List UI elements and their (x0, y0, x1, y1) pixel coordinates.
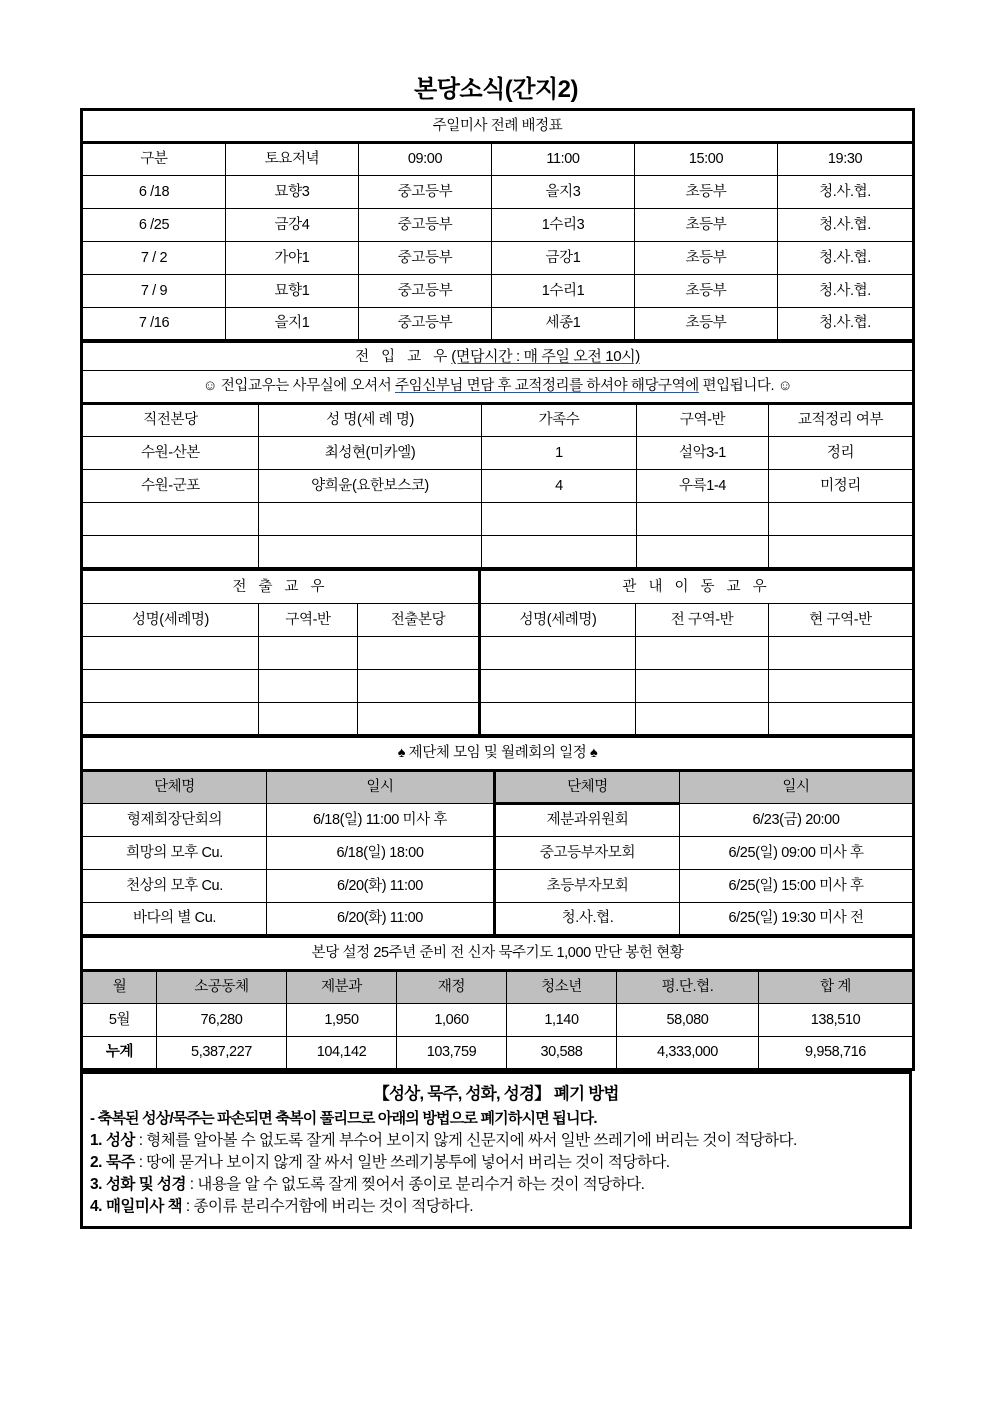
mass-1100-cell: 을지3 (492, 176, 635, 209)
mass-schedule-table (80, 108, 915, 342)
tr-header-cell: 현 구역-반 (769, 604, 914, 637)
mass-0900-cell: 중고등부 (359, 242, 492, 275)
table-row (82, 503, 914, 536)
disposal-instructions-box (80, 1071, 912, 1229)
nm-family-count-cell (482, 536, 637, 569)
nm-family-count-cell: 1 (482, 437, 637, 470)
mass-1500-cell: 초등부 (635, 209, 778, 242)
mass-header-cell: 09:00 (359, 143, 492, 176)
tr-out-district-cell (259, 637, 358, 670)
org-datetime-cell: 6/23(금) 20:00 (680, 804, 914, 837)
nm-name-cell: 양희윤(요한보스코) (259, 470, 482, 503)
new-members-band-row (82, 343, 914, 371)
tr-out-parish-cell (358, 670, 480, 703)
tr-out-district-cell (259, 670, 358, 703)
mass-0900-cell: 중고등부 (359, 308, 492, 341)
mass-sat-cell: 묘향3 (226, 176, 359, 209)
nm-district-cell (637, 503, 769, 536)
table-row (82, 903, 914, 936)
mass-sat-cell: 가야1 (226, 242, 359, 275)
nm-district-cell: 설악3-1 (637, 437, 769, 470)
disposal-item-body: : 형체를 알아볼 수 없도록 잘게 부수어 보이지 않게 신문지에 싸서 일반 쓰레기에 버리는 것이 적당하다. (134, 1132, 797, 1149)
notice-underlined-text: 주임신부님 면담 후 교적정리를 하셔야 해당구역에 (394, 378, 699, 395)
new-members-band-title (82, 343, 914, 371)
org-meetings-band-title: ♠ 제단체 모임 및 월례회의 일정 ♠ (82, 738, 914, 771)
tr-int-name-cell (480, 637, 636, 670)
table-row (82, 837, 914, 870)
mass-1100-cell: 금강1 (492, 242, 635, 275)
nm-header-cell: 직전본당 (82, 404, 259, 437)
org-name-cell: 제분과위원회 (495, 804, 680, 837)
mass-1500-cell: 초등부 (635, 242, 778, 275)
tr-out-district-cell (259, 703, 358, 736)
org-header-cell: 단체명 (82, 771, 267, 804)
transfers-internal-title-text: 관 내 이 동 교 우 (622, 578, 771, 595)
disposal-item-body: : 내용을 알 수 없도록 잘게 찢어서 종이로 분리수거 하는 것이 적당하다. (185, 1176, 645, 1193)
mass-1500-cell: 초등부 (635, 176, 778, 209)
org-header-cell: 일시 (680, 771, 914, 804)
mass-sat-cell: 묘향1 (226, 275, 359, 308)
table-row (82, 470, 914, 503)
nm-name-cell (259, 503, 482, 536)
off-header-cell: 평.단.협. (617, 971, 759, 1004)
new-members-notice (82, 371, 914, 404)
table-row (82, 870, 914, 903)
nm-family-count-cell: 4 (482, 470, 637, 503)
off-total-cell: 138,510 (759, 1004, 914, 1037)
tr-int-prev-cell (636, 637, 769, 670)
mass-date-cell: 7 / 2 (82, 242, 226, 275)
table-row (82, 437, 914, 470)
mass-date-cell: 7 /16 (82, 308, 226, 341)
table-row (82, 804, 914, 837)
table-row (82, 1037, 914, 1070)
offering-band-title: 본당 설정 25주년 준비 전 신자 묵주기도 1,000 만단 봉헌 현황 (82, 938, 914, 971)
mass-1930-cell: 청.사.협. (778, 242, 914, 275)
tr-int-name-cell (480, 703, 636, 736)
mass-schedule-band-title: 주일미사 전례 배정표 (82, 110, 914, 143)
nm-status-cell (769, 503, 914, 536)
offering-band-row (82, 938, 914, 971)
org-datetime-cell: 6/20(화) 11:00 (267, 870, 495, 903)
org-datetime-cell: 6/25(일) 09:00 미사 후 (680, 837, 914, 870)
off-value-cell: 1,950 (287, 1004, 397, 1037)
page-title: 본당소식(간지2) (414, 76, 578, 103)
new-members-notice-row (82, 371, 914, 404)
nm-prev-parish-cell: 수원-군포 (82, 470, 259, 503)
org-datetime-cell: 6/18(일) 18:00 (267, 837, 495, 870)
mass-sat-cell: 금강4 (226, 209, 359, 242)
off-value-cell: 5,387,227 (157, 1037, 287, 1070)
nm-header-cell: 구역-반 (637, 404, 769, 437)
mass-header-cell: 15:00 (635, 143, 778, 176)
nm-status-cell: 정리 (769, 437, 914, 470)
disposal-item-text (106, 1174, 902, 1196)
mass-header-cell: 토요저녁 (226, 143, 359, 176)
off-value-cell: 30,588 (507, 1037, 617, 1070)
nm-district-cell: 우륵1-4 (637, 470, 769, 503)
off-value-cell: 76,280 (157, 1004, 287, 1037)
mass-schedule-band-row (82, 110, 914, 143)
mass-sat-cell: 을지1 (226, 308, 359, 341)
new-members-table (80, 342, 915, 570)
notice-pre-text: ☺ 전입교우는 사무실에 오셔서 (202, 378, 395, 395)
tr-int-prev-cell (636, 670, 769, 703)
mass-header-cell: 구분 (82, 143, 226, 176)
disposal-item-number: 4. (90, 1198, 102, 1215)
transfers-internal-title (480, 571, 914, 604)
table-row (82, 536, 914, 569)
disposal-item-text (106, 1130, 902, 1152)
mass-0900-cell: 중고등부 (359, 209, 492, 242)
table-row (82, 275, 914, 308)
tr-int-curr-cell (769, 670, 914, 703)
org-datetime-cell: 6/25(일) 15:00 미사 후 (680, 870, 914, 903)
mass-header-cell: 19:30 (778, 143, 914, 176)
mass-1930-cell: 청.사.협. (778, 209, 914, 242)
disposal-item-body: : 종이류 분리수거함에 버리는 것이 적당하다. (182, 1198, 474, 1215)
transfers-out-title (82, 571, 480, 604)
table-row (82, 670, 914, 703)
nm-prev-parish-cell (82, 503, 259, 536)
mass-1930-cell: 청.사.협. (778, 275, 914, 308)
org-datetime-cell: 6/25(일) 19:30 미사 전 (680, 903, 914, 936)
disposal-item (90, 1196, 902, 1218)
disposal-item-key: 매일미사 책 (105, 1198, 183, 1215)
mass-1500-cell: 초등부 (635, 308, 778, 341)
table-row (82, 308, 914, 341)
org-datetime-cell: 6/20(화) 11:00 (267, 903, 495, 936)
tr-header-cell: 구역-반 (259, 604, 358, 637)
tr-out-parish-cell (358, 637, 480, 670)
off-month-cell: 5월 (82, 1004, 157, 1037)
org-meetings-band-row (82, 738, 914, 771)
nm-name-cell (259, 536, 482, 569)
off-value-cell: 1,060 (397, 1004, 507, 1037)
nm-prev-parish-cell (82, 536, 259, 569)
disposal-item-number: 1. (90, 1132, 102, 1149)
mass-1100-cell: 1수리3 (492, 209, 635, 242)
disposal-title: 【성상, 묵주, 성화, 성경】 폐기 방법 (373, 1085, 619, 1103)
off-header-cell: 월 (82, 971, 157, 1004)
org-name-cell: 초등부자모회 (495, 870, 680, 903)
off-header-cell: 제분과 (287, 971, 397, 1004)
nm-prev-parish-cell: 수원-산본 (82, 437, 259, 470)
off-value-cell: 104,142 (287, 1037, 397, 1070)
offering-header-row (82, 971, 914, 1004)
off-header-cell: 재정 (397, 971, 507, 1004)
org-name-cell: 천상의 모후 Cu. (82, 870, 267, 903)
tr-header-cell: 전 구역-반 (636, 604, 769, 637)
disposal-item-number: 2. (90, 1154, 102, 1171)
mass-date-cell: 7 / 9 (82, 275, 226, 308)
org-name-cell: 청.사.협. (495, 903, 680, 936)
org-name-cell: 형제회장단회의 (82, 804, 267, 837)
new-members-title-text: 전 입 교 우 (355, 348, 452, 365)
disposal-item (90, 1152, 902, 1174)
nm-status-cell: 미정리 (769, 470, 914, 503)
mass-header-cell: 11:00 (492, 143, 635, 176)
nm-status-cell (769, 536, 914, 569)
offering-table (80, 937, 915, 1071)
mass-date-cell: 6 /18 (82, 176, 226, 209)
disposal-item-number: 3. (90, 1176, 102, 1193)
transfers-header-row (82, 604, 914, 637)
off-month-cell: 누계 (82, 1037, 157, 1070)
disposal-item-key: 성화 및 성경 (105, 1176, 186, 1193)
mass-1100-cell: 1수리1 (492, 275, 635, 308)
disposal-item-text (106, 1152, 902, 1174)
org-meetings-header-row (82, 771, 914, 804)
org-name-cell: 중고등부자모회 (495, 837, 680, 870)
nm-header-cell: 성 명(세 례 명) (259, 404, 482, 437)
mass-1500-cell: 초등부 (635, 275, 778, 308)
tr-header-cell: 성명(세례명) (82, 604, 259, 637)
tr-int-name-cell (480, 670, 636, 703)
bulletin-page (80, 0, 912, 1229)
notice-post-text: 편입됩니다. ☺ (698, 378, 793, 395)
disposal-item-text (106, 1196, 902, 1218)
off-total-cell: 9,958,716 (759, 1037, 914, 1070)
mass-date-cell: 6 /25 (82, 209, 226, 242)
mass-0900-cell: 중고등부 (359, 176, 492, 209)
transfers-out-title-text: 전 출 교 우 (232, 578, 329, 595)
disposal-item-key: 성상 (105, 1132, 135, 1149)
table-row (82, 1004, 914, 1037)
tr-out-name-cell (82, 703, 259, 736)
tr-int-prev-cell (636, 703, 769, 736)
table-row (82, 703, 914, 736)
nm-header-cell: 가족수 (482, 404, 637, 437)
tr-out-parish-cell (358, 703, 480, 736)
table-row (82, 637, 914, 670)
tr-int-curr-cell (769, 703, 914, 736)
org-name-cell: 희망의 모후 Cu. (82, 837, 267, 870)
org-datetime-cell: 6/18(일) 11:00 미사 후 (267, 804, 495, 837)
nm-family-count-cell (482, 503, 637, 536)
table-row (82, 242, 914, 275)
tr-int-curr-cell (769, 637, 914, 670)
mass-1930-cell: 청.사.협. (778, 308, 914, 341)
new-members-header-row (82, 404, 914, 437)
off-value-cell: 103,759 (397, 1037, 507, 1070)
mass-1100-cell: 세종1 (492, 308, 635, 341)
tr-out-name-cell (82, 637, 259, 670)
org-meetings-table (80, 737, 915, 937)
nm-header-cell: 교적정리 여부 (769, 404, 914, 437)
table-row (82, 209, 914, 242)
off-header-cell: 합 계 (759, 971, 914, 1004)
off-value-cell: 1,140 (507, 1004, 617, 1037)
disposal-item-body: : 땅에 묻거나 보이지 않게 잘 싸서 일반 쓰레기봉투에 넣어서 버리는 것이 적당하다. (134, 1154, 670, 1171)
mass-1930-cell: 청.사.협. (778, 176, 914, 209)
nm-name-cell: 최성현(미카엘) (259, 437, 482, 470)
off-value-cell: 4,333,000 (617, 1037, 759, 1070)
tr-header-cell: 성명(세례명) (480, 604, 636, 637)
off-header-cell: 청소년 (507, 971, 617, 1004)
table-row (82, 176, 914, 209)
org-header-cell: 일시 (267, 771, 495, 804)
transfers-band-row (82, 571, 914, 604)
nm-district-cell (637, 536, 769, 569)
org-header-cell: 단체명 (495, 771, 680, 804)
disposal-lead: - 축복된 성상/묵주는 파손되면 축복이 풀리므로 아래의 방법으로 폐기하시면 됩니다. (90, 1110, 597, 1127)
off-header-cell: 소공동체 (157, 971, 287, 1004)
disposal-item (90, 1174, 902, 1196)
org-name-cell: 바다의 별 Cu. (82, 903, 267, 936)
mass-0900-cell: 중고등부 (359, 275, 492, 308)
disposal-item-key: 묵주 (105, 1154, 135, 1171)
off-value-cell: 58,080 (617, 1004, 759, 1037)
tr-header-cell: 전출본당 (358, 604, 480, 637)
new-members-note-text: (면담시간 : 매 주일 오전 10시) (451, 347, 640, 365)
transfers-table (80, 570, 915, 737)
disposal-item (90, 1130, 902, 1152)
mass-schedule-header-row (82, 143, 914, 176)
tr-out-name-cell (82, 670, 259, 703)
